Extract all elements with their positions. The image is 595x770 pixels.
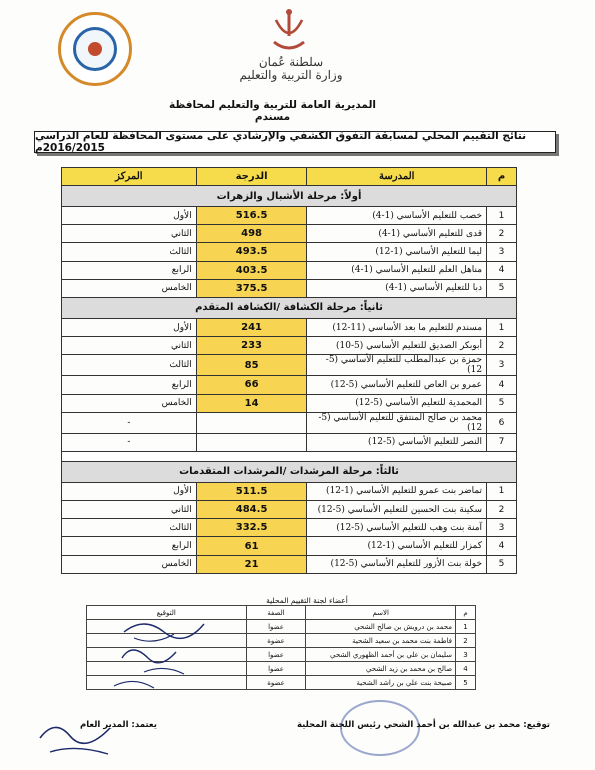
table-row: [62, 243, 517, 261]
ministry-name: [216, 56, 366, 82]
table-row: [62, 207, 517, 225]
row-num: 3: [487, 519, 517, 537]
school-name: مسندم للتعليم ما بعد الأساسي (11-12): [307, 318, 487, 336]
committee-header-name: الاسم: [306, 606, 456, 620]
member-signature: [87, 648, 247, 662]
score-cell: [196, 433, 307, 451]
member-role: عضوة: [246, 634, 306, 648]
table-row: [62, 355, 517, 376]
school-name: دبا للتعليم الأساسي (1-4): [307, 279, 487, 297]
school-name: تماضر بنت عمرو للتعليم الأساسي (1-12): [307, 482, 487, 500]
rank-cell: الرابع: [62, 537, 197, 555]
member-signature: [87, 662, 247, 676]
school-name: المحمدية للتعليم الأساسي (5-12): [307, 394, 487, 412]
stage-title: أولاً: مرحلة الأشبال والزهرات: [62, 186, 517, 207]
table-row: [62, 433, 517, 451]
committee-title: أعضاء لجنة التقييم المحلية: [266, 596, 348, 605]
directorate-name: المديرية العامة للتربية والتعليم لمحافظة مسندم: [168, 99, 377, 123]
rank-cell: الأول: [62, 482, 197, 500]
row-num: 7: [487, 433, 517, 451]
table-row: [62, 555, 517, 573]
score-cell: 21: [196, 555, 307, 573]
country-name: سلطنة عُمان: [258, 55, 324, 69]
score-cell: 233: [196, 337, 307, 355]
rank-cell: الرابع: [62, 261, 197, 279]
header-rank: المركز: [62, 168, 197, 186]
stage-title: ثانياً: مرحلة الكشافة /الكشافة المتقدم: [62, 297, 517, 318]
table-row: [62, 394, 517, 412]
score-cell: 516.5: [196, 207, 307, 225]
ministry-label: وزارة التربية والتعليم: [239, 68, 343, 82]
school-name: مناهل العلم للتعليم الأساسي (1-4): [307, 261, 487, 279]
score-cell: 61: [196, 537, 307, 555]
director-approval-label: يعتمد: المدير العام: [80, 720, 157, 730]
oman-emblem-icon: [266, 6, 312, 56]
member-role: عضوة: [246, 676, 306, 690]
member-num: 4: [456, 662, 476, 676]
rank-cell: الثالث: [62, 355, 197, 376]
score-cell: 484.5: [196, 501, 307, 519]
stage-row: [62, 297, 517, 318]
rank-cell: الأول: [62, 318, 197, 336]
member-num: 2: [456, 634, 476, 648]
score-cell: 66: [196, 376, 307, 394]
committee-row: [87, 620, 476, 634]
rank-cell: الثاني: [62, 501, 197, 519]
committee-row: [87, 662, 476, 676]
member-name: صبيحة بنت علي بن راشد الشحية: [306, 676, 456, 690]
chairman-signature-label: توقيع: محمد بن عبدالله بن أحمد الشحي رئيس اللجنة المحلية: [296, 720, 550, 730]
rank-cell: -: [62, 433, 197, 451]
member-name: سليمان بن علي بن أحمد الظهوري الشحي: [306, 648, 456, 662]
school-name: آمنة بنت وهب للتعليم الأساسي (5-12): [307, 519, 487, 537]
committee-row: [87, 676, 476, 690]
row-num: 4: [487, 261, 517, 279]
school-name: حمزة بن عبدالمطلب للتعليم الأساسي (5-12): [307, 355, 487, 376]
table-row: [62, 376, 517, 394]
scouts-logo: [58, 12, 132, 86]
committee-header-role: الصفة: [246, 606, 306, 620]
stage-row: [62, 186, 517, 207]
row-num: 1: [487, 318, 517, 336]
school-name: خصب للتعليم الأساسي (1-4): [307, 207, 487, 225]
committee-row: [87, 648, 476, 662]
rank-cell: الثاني: [62, 225, 197, 243]
table-row: [62, 261, 517, 279]
table-row: [62, 501, 517, 519]
row-num: 6: [487, 412, 517, 433]
committee-header-signature: التوقيع: [87, 606, 247, 620]
committee-header-num: م: [456, 606, 476, 620]
school-name: خولة بنت الأزور للتعليم الأساسي (5-12): [307, 555, 487, 573]
school-name: سكينة بنت الحسين للتعليم الأساسي (5-12): [307, 501, 487, 519]
member-name: فاطمة بنت محمد بن سعيد الشحية: [306, 634, 456, 648]
row-num: 1: [487, 482, 517, 500]
table-row: [62, 318, 517, 336]
row-num: 5: [487, 394, 517, 412]
school-name: ليما للتعليم الأساسي (1-12): [307, 243, 487, 261]
score-cell: 493.5: [196, 243, 307, 261]
row-num: 3: [487, 355, 517, 376]
header-school: المدرسة: [307, 168, 487, 186]
score-cell: [196, 412, 307, 433]
member-role: عضوا: [246, 662, 306, 676]
spacer-cell: [62, 451, 517, 461]
stage-row: [62, 461, 517, 482]
school-name: محمد بن صالح المنتفق للتعليم الأساسي (5-12): [307, 412, 487, 433]
document-title-box: [34, 131, 556, 153]
school-name: النصر للتعليم الأساسي (5-12): [307, 433, 487, 451]
score-cell: 498: [196, 225, 307, 243]
rank-cell: الرابع: [62, 376, 197, 394]
row-num: 1: [487, 207, 517, 225]
row-num: 4: [487, 537, 517, 555]
score-cell: 403.5: [196, 261, 307, 279]
row-num: 3: [487, 243, 517, 261]
table-row: [62, 519, 517, 537]
header-score: الدرجة: [196, 168, 307, 186]
results-table: [61, 167, 517, 574]
score-cell: 375.5: [196, 279, 307, 297]
member-role: عضوا: [246, 620, 306, 634]
member-role: عضوا: [246, 648, 306, 662]
member-signature: [87, 620, 247, 634]
table-row: [62, 537, 517, 555]
row-num: 4: [487, 376, 517, 394]
school-name: أبوبكر الصديق للتعليم الأساسي (5-10): [307, 337, 487, 355]
member-num: 3: [456, 648, 476, 662]
committee-row: [87, 634, 476, 648]
director-signature-icon: [30, 708, 120, 764]
row-num: 5: [487, 279, 517, 297]
member-name: محمد بن درويش بن صالح الشحي: [306, 620, 456, 634]
table-row: [62, 337, 517, 355]
row-num: 2: [487, 501, 517, 519]
rank-cell: الأول: [62, 207, 197, 225]
rank-cell: الثاني: [62, 337, 197, 355]
header-num: م: [487, 168, 517, 186]
rank-cell: الخامس: [62, 394, 197, 412]
member-num: 1: [456, 620, 476, 634]
spacer-row: [62, 451, 517, 461]
score-cell: 511.5: [196, 482, 307, 500]
table-row: [62, 412, 517, 433]
school-name: عمرو بن العاص للتعليم الأساسي (5-12): [307, 376, 487, 394]
member-name: صالح بن محمد بن زيد الشحي: [306, 662, 456, 676]
score-cell: 241: [196, 318, 307, 336]
score-cell: 14: [196, 394, 307, 412]
rank-cell: الثالث: [62, 243, 197, 261]
school-name: كمزار للتعليم الأساسي (1-12): [307, 537, 487, 555]
score-cell: 85: [196, 355, 307, 376]
stage-title: ثالثاً: مرحلة المرشدات /المرشدات المتقدمات: [62, 461, 517, 482]
table-row: [62, 225, 517, 243]
rank-cell: -: [62, 412, 197, 433]
rank-cell: الثالث: [62, 519, 197, 537]
member-signature: [87, 676, 247, 690]
score-cell: 332.5: [196, 519, 307, 537]
row-num: 5: [487, 555, 517, 573]
row-num: 2: [487, 337, 517, 355]
document-title: نتائج التقييم المحلي لمسابقة التفوق الكشفي والإرشادي على مستوى المحافظة للعام الدراسي 2016/2015م: [35, 130, 527, 154]
row-num: 2: [487, 225, 517, 243]
table-row: [62, 279, 517, 297]
rank-cell: الخامس: [62, 279, 197, 297]
rank-cell: الخامس: [62, 555, 197, 573]
member-signature: [87, 634, 247, 648]
table-row: [62, 482, 517, 500]
committee-table: [86, 605, 476, 690]
school-name: قدى للتعليم الأساسي (1-4): [307, 225, 487, 243]
member-num: 5: [456, 676, 476, 690]
